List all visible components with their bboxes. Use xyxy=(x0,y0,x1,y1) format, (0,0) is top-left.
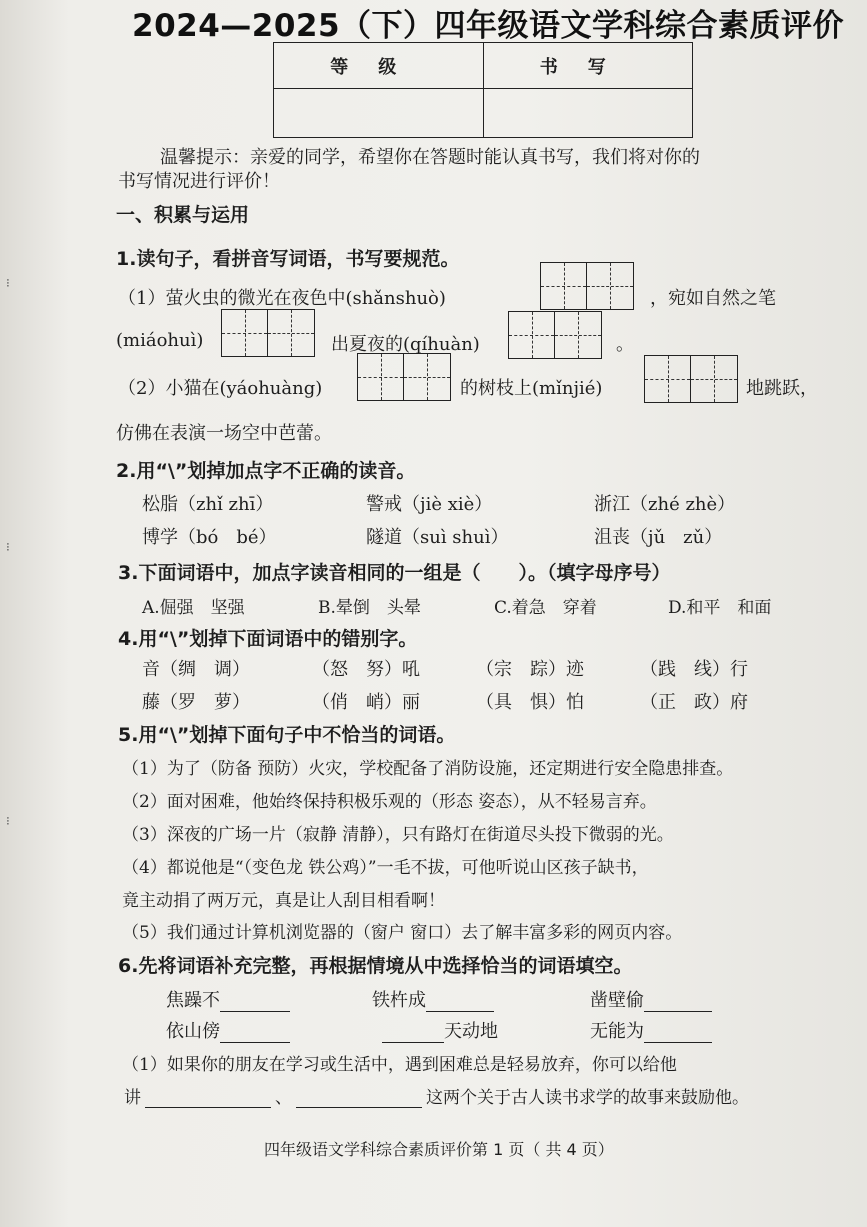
q1-line2-c: 。 xyxy=(616,334,634,355)
binding-mark: ⁝ xyxy=(6,540,10,554)
pinyin-box-miaohui[interactable] xyxy=(221,309,315,357)
q4-item: （俏 峭）丽 xyxy=(312,692,420,713)
q6-word xyxy=(590,1017,712,1043)
page-footer: 四年级语文学科综合素质评价第 1 页（ 共 4 页） xyxy=(264,1140,614,1159)
q3-stem: 3.下面词语中，加点字读音相同的一组是（ ）。（填字母序号） xyxy=(118,562,671,584)
q3-option[interactable]: B.晕倒 头晕 xyxy=(318,598,421,618)
q1-line2-b: 出夏夜的(qíhuàn) xyxy=(331,334,480,355)
q6-word-text: 天动地 xyxy=(444,1021,498,1042)
q4-item: （正 政）府 xyxy=(640,692,748,713)
q1-line3-c: 地跳跃， xyxy=(746,378,818,399)
binding-mark: ⁝ xyxy=(6,814,10,828)
grade-table xyxy=(273,42,693,138)
q4-item: （践 线）行 xyxy=(640,659,748,680)
q6-word xyxy=(590,986,712,1012)
q2-item: 沮丧（jǔ zǔ） xyxy=(594,527,723,548)
pinyin-box-qihuan[interactable] xyxy=(508,311,602,359)
fill-blank[interactable] xyxy=(644,993,712,1012)
q5-sentence: （4）都说他是“（变色龙 铁公鸡）”一毛不拔，可他听说山区孩子缺书， xyxy=(122,858,649,878)
q6-para-text: 讲 xyxy=(124,1088,141,1108)
fill-blank[interactable] xyxy=(220,1024,290,1043)
story-blank-2[interactable] xyxy=(296,1089,422,1108)
q6-word-text: 无能为 xyxy=(590,1021,644,1042)
q3-option[interactable]: C.着急 穿着 xyxy=(494,598,597,618)
q4-item: 藤（罗 萝） xyxy=(142,692,250,713)
writing-cell[interactable] xyxy=(483,89,693,138)
writing-header: 书写 xyxy=(483,43,693,89)
q6-stem: 6.先将词语补充完整，再根据情境从中选择恰当的词语填空。 xyxy=(118,955,633,977)
q1-line2-a: (miáohuì) xyxy=(116,330,204,351)
section-title: 一、积累与运用 xyxy=(116,204,250,226)
fill-blank[interactable] xyxy=(426,993,494,1012)
q5-sentence: （3）深夜的广场一片（寂静 清静），只有路灯在街道尽头投下微弱的光。 xyxy=(122,825,674,845)
q3-option[interactable]: D.和平 和面 xyxy=(668,598,772,618)
q1-line1: （1）萤火虫的微光在夜色中(shǎnshuò) xyxy=(118,288,446,309)
pinyin-box-yaohuang[interactable] xyxy=(357,353,451,401)
pinyin-box-minjie[interactable] xyxy=(644,355,738,403)
q6-para-text: 、 xyxy=(275,1088,292,1108)
q1-line4: 仿佛在表演一场空中芭蕾。 xyxy=(116,423,332,444)
q6-word-text: 铁杵成 xyxy=(372,990,426,1011)
q6-word-text: 凿壁偷 xyxy=(590,990,644,1011)
q5-stem: 5.用“\”划掉下面句子中不恰当的词语。 xyxy=(118,724,456,746)
q3-option[interactable]: A.倔强 坚强 xyxy=(142,598,245,618)
fill-blank[interactable] xyxy=(382,1024,444,1043)
q5-sentence: （1）为了（防备 预防）火灾，学校配备了消防设施，还定期进行安全隐患排查。 xyxy=(122,759,734,779)
q2-item: 隧道（suì shuì） xyxy=(366,527,509,548)
q6-word-text: 焦躁不 xyxy=(166,990,220,1011)
q4-stem: 4.用“\”划掉下面词语中的错别字。 xyxy=(118,628,418,650)
q6-para-text: 这两个关于古人读书求学的故事来鼓励他。 xyxy=(426,1088,749,1108)
q5-sentence: 竟主动捐了两万元，真是让人刮目相看啊！ xyxy=(122,891,445,911)
q6-word xyxy=(166,1017,290,1043)
q1-stem: 1.读句子，看拼音写词语，书写要规范。 xyxy=(116,248,460,270)
q2-item: 博学（bó bé） xyxy=(142,527,277,548)
q2-item: 警戒（jiè xiè） xyxy=(366,494,493,515)
q5-sentence: （2）面对困难，他始终保持积极乐观的（形态 姿态），从不轻易言弃。 xyxy=(122,792,657,812)
pinyin-box-shanshuo[interactable] xyxy=(540,262,634,310)
q4-item: （怒 努）吼 xyxy=(312,659,420,680)
tip-line2: 书写情况进行评价！ xyxy=(118,171,280,192)
q6-para-line1: （1）如果你的朋友在学习或生活中，遇到困难总是轻易放弃，你可以给他 xyxy=(122,1055,677,1075)
q2-item: 松脂（zhǐ zhī） xyxy=(142,494,274,515)
q1-line1-tail: ，宛如自然之笔 xyxy=(650,288,776,309)
q4-item: （具 惧）怕 xyxy=(476,692,584,713)
fill-blank[interactable] xyxy=(644,1024,712,1043)
q6-word-text: 依山傍 xyxy=(166,1021,220,1042)
q2-item: 浙江（zhé zhè） xyxy=(594,494,736,515)
story-blank-1[interactable] xyxy=(145,1089,271,1108)
q1-line3-b: 的树枝上(mǐnjié) xyxy=(460,378,603,399)
q1-line3-a: （2）小猫在(yáohuàng) xyxy=(118,378,323,399)
page-title: 2024—2025（下）四年级语文学科综合素质评价 xyxy=(132,8,845,44)
q6-word xyxy=(382,1017,498,1043)
fill-blank[interactable] xyxy=(220,993,290,1012)
q4-item: 音（绸 调） xyxy=(142,659,250,680)
q5-sentence: （5）我们通过计算机浏览器的（窗户 窗口）去了解丰富多彩的网页内容。 xyxy=(122,923,683,943)
tip-line1: 温馨提示：亲爱的同学，希望你在答题时能认真书写，我们将对你的 xyxy=(160,147,700,168)
q6-word xyxy=(166,986,290,1012)
grade-cell[interactable] xyxy=(274,89,484,138)
q6-para-line2 xyxy=(124,1083,749,1108)
q2-stem: 2.用“\”划掉加点字不正确的读音。 xyxy=(116,460,416,482)
binding-mark: ⁝ xyxy=(6,276,10,290)
grade-header: 等级 xyxy=(274,43,484,89)
q4-item: （宗 踪）迹 xyxy=(476,659,584,680)
q6-word xyxy=(372,986,494,1012)
